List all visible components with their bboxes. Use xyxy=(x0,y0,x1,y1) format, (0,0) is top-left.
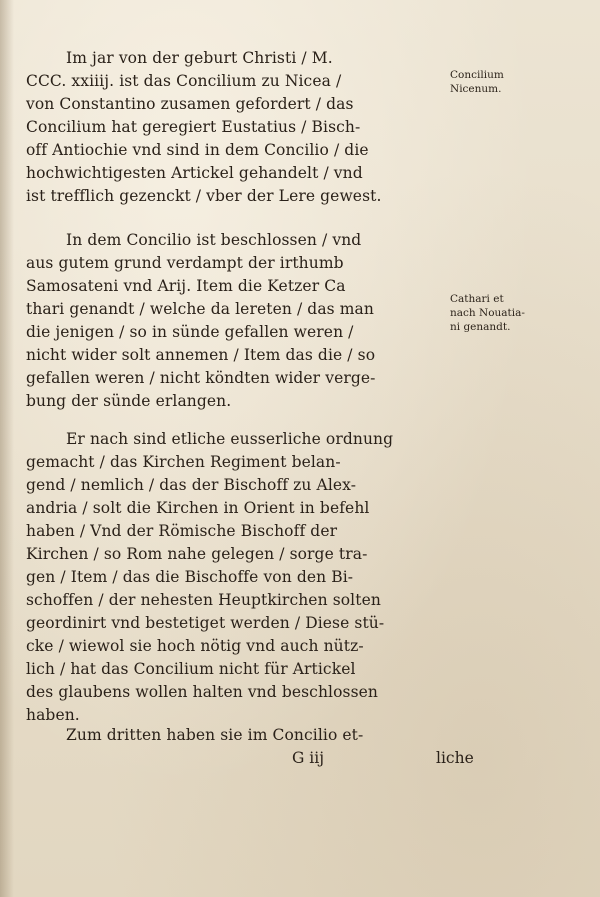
text-line: In dem Concilio ist beschlossen / vnd xyxy=(66,231,362,249)
text-line: gend / nemlich / das der Bischoff zu Alex- xyxy=(26,476,357,494)
text-line: Concilium hat geregiert Eustatius / Bisch- xyxy=(26,118,361,136)
paragraph-2 xyxy=(26,229,458,413)
margin-note-line: nach Nouatia- xyxy=(450,307,525,319)
paragraph-3 xyxy=(26,428,458,727)
text-line: bung der sünde erlangen. xyxy=(26,392,232,410)
margin-note-2 xyxy=(450,292,596,334)
text-line: Samosateni vnd Arij. Item die Ketzer Ca xyxy=(26,277,346,295)
text-line: Zum dritten haben sie im Concilio et- xyxy=(66,726,364,744)
text-line: off Antiochie vnd sind in dem Concilio / die xyxy=(26,141,369,159)
text-line: hochwichtigesten Artickel gehandelt / vnd xyxy=(26,164,363,182)
page-gutter-shadow xyxy=(0,0,14,897)
catchword: liche xyxy=(436,749,474,767)
text-line: thari genandt / welche da lereten / das man xyxy=(26,300,374,318)
text-line: haben. xyxy=(26,706,80,724)
text-line: Kirchen / so Rom nahe gelegen / sorge tra- xyxy=(26,545,368,563)
text-line: gefallen weren / nicht köndten wider verge- xyxy=(26,369,376,387)
text-line: CCC. xxiiij. ist das Concilium zu Nicea / xyxy=(26,72,342,90)
text-line: gemacht / das Kirchen Regiment belan- xyxy=(26,453,341,471)
margin-note-1 xyxy=(450,68,596,96)
text-line: ist trefflich gezenckt / vber der Lere gewest. xyxy=(26,187,382,205)
text-line: nicht wider solt annemen / Item das die / so xyxy=(26,346,376,364)
text-line: cke / wiewol sie hoch nötig vnd auch nütz- xyxy=(26,637,364,655)
paragraph-4 xyxy=(26,724,458,747)
margin-note-line: Nicenum. xyxy=(450,83,502,95)
text-line: aus gutem grund verdampt der irthumb xyxy=(26,254,344,272)
text-line: gen / Item / das die Bischoffe von den Bi- xyxy=(26,568,354,586)
text-line: Im jar von der geburt Christi / M. xyxy=(66,49,333,67)
margin-note-line: ni genandt. xyxy=(450,321,511,333)
margin-note-line: Concilium xyxy=(450,69,504,81)
text-line: von Constantino zusamen gefordert / das xyxy=(26,95,354,113)
signature-mark: G iij xyxy=(292,749,325,767)
text-line: schoffen / der nehesten Heuptkirchen solten xyxy=(26,591,381,609)
text-line: geordinirt vnd bestetiget werden / Diese stü- xyxy=(26,614,385,632)
page-footer-line xyxy=(26,747,474,770)
text-line: Er nach sind etliche eusserliche ordnung xyxy=(66,430,394,448)
paragraph-1 xyxy=(26,47,458,208)
margin-note-line: Cathari et xyxy=(450,293,504,305)
text-line: lich / hat das Concilium nicht für Artickel xyxy=(26,660,356,678)
text-line: haben / Vnd der Römische Bischoff der xyxy=(26,522,338,540)
text-line: des glaubens wollen halten vnd beschlossen xyxy=(26,683,378,701)
text-line: andria / solt die Kirchen in Orient in befehl xyxy=(26,499,370,517)
text-line: die jenigen / so in sünde gefallen weren / xyxy=(26,323,354,341)
